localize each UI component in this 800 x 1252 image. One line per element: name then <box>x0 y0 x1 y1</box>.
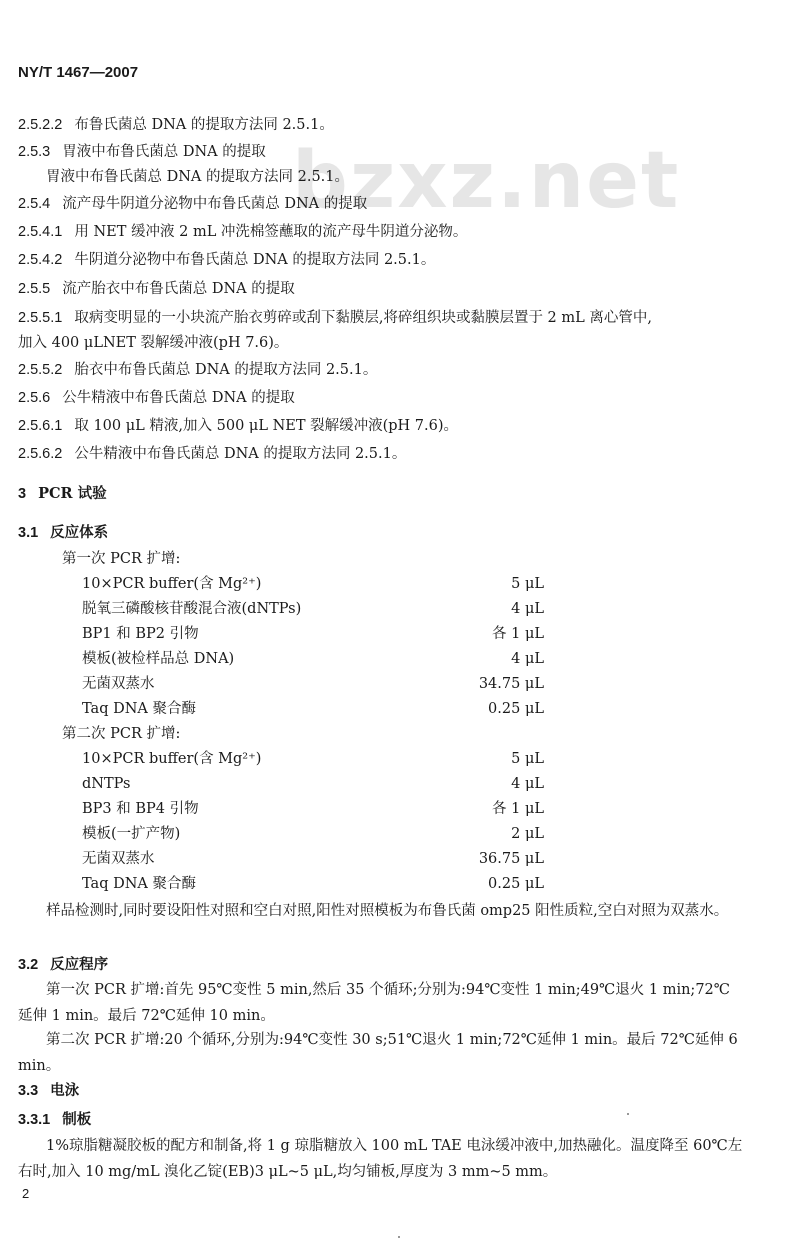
clause-number: 2.5.6.1 <box>18 418 63 434</box>
standard-code-header: NY/T 1467—2007 <box>18 64 139 81</box>
first-pcr-label: 第一次 PCR 扩增: <box>62 551 181 567</box>
sample-note: 样品检测时,同时要设阳性对照和空白对照,阳性对照模板为布鲁氏菌 omp25 阳性质粒,空白对照为双蒸水。 <box>46 903 729 919</box>
reagent-name: 模板(一扩产物) <box>82 826 181 842</box>
reagent-row <box>82 574 544 594</box>
clause-number: 2.5.5 <box>18 281 51 297</box>
program-first-pcr: 第一次 PCR 扩增:首先 95℃变性 5 min,然后 35 个循环;分别为:94℃变性 1 min;49℃退火 1 min;72℃延伸 1 min。最后 72℃延伸 10 min。 <box>18 982 730 1024</box>
reagent-amount: 5 μL <box>511 576 544 592</box>
section-number: 3 <box>18 486 27 502</box>
clause-2-5-5 <box>18 279 760 299</box>
clause-text: 加入 400 μLNET 裂解缓冲液(pH 7.6)。 <box>18 335 289 351</box>
gel-preparation-text: 1%琼脂糖凝胶板的配方和制备,将 1 g 琼脂糖放入 100 mL TAE 电泳缓冲液中,加热融化。温度降至 60℃左右时,加入 10 mg/mL 溴化乙锭(EB)3 μL~5 μL,均匀铺板,厚度为 3 mm~5 mm。 <box>18 1138 743 1180</box>
section-number: 3.3.1 <box>18 1112 51 1128</box>
clause-number: 2.5.5.1 <box>18 310 63 326</box>
reagent-name: Taq DNA 聚合酶 <box>82 876 196 892</box>
reagent-name: 脱氧三磷酸核苷酸混合液(dNTPs) <box>82 601 302 617</box>
section-3-heading <box>18 484 760 504</box>
clause-text: 牛阴道分泌物中布鲁氏菌总 DNA 的提取方法同 2.5.1。 <box>74 252 436 268</box>
reagent-row <box>82 749 544 769</box>
section-3-1-heading <box>18 523 760 543</box>
reagent-row <box>82 824 544 844</box>
clause-text: 布鲁氏菌总 DNA 的提取方法同 2.5.1。 <box>74 117 334 133</box>
clause-2-5-3 <box>18 142 760 162</box>
reagent-amount: 4 μL <box>511 651 544 667</box>
reagent-row <box>82 874 544 894</box>
watermark: bzxz.net <box>292 136 681 226</box>
reagent-amount: 各 1 μL <box>492 626 544 642</box>
clause-2-5-6-2 <box>18 444 760 464</box>
reagent-amount: 36.75 μL <box>478 851 544 867</box>
section-title: 制板 <box>62 1111 92 1128</box>
reagent-amount: 5 μL <box>511 751 544 767</box>
program-second-pcr: 第二次 PCR 扩增:20 个循环,分别为:94℃变性 30 s;51℃退火 1 min;72℃延伸 1 min。最后 72℃延伸 6 min。 <box>18 1032 738 1074</box>
reagent-name: 无菌双蒸水 <box>82 676 155 692</box>
clause-text: 公牛精液中布鲁氏菌总 DNA 的提取方法同 2.5.1。 <box>74 446 407 462</box>
clause-2-5-3-body <box>46 167 760 187</box>
clause-2-5-4 <box>18 194 760 214</box>
reagent-row <box>82 799 544 819</box>
reagent-name: 10×PCR buffer(含 Mg²⁺) <box>82 751 262 767</box>
reagent-name: 无菌双蒸水 <box>82 851 155 867</box>
reagent-name: Taq DNA 聚合酶 <box>82 701 196 717</box>
clause-2-5-4-2 <box>18 250 760 270</box>
clause-text: 胎衣中布鲁氏菌总 DNA 的提取方法同 2.5.1。 <box>74 362 378 378</box>
reagent-row <box>82 849 544 869</box>
section-title: 反应程序 <box>50 956 109 973</box>
reagent-amount: 4 μL <box>511 776 544 792</box>
section-number: 3.2 <box>18 957 39 973</box>
reagent-name: 模板(被检样品总 DNA) <box>82 651 235 667</box>
second-pcr-label: 第二次 PCR 扩增: <box>62 726 181 742</box>
reagent-row <box>82 699 544 719</box>
clause-text: 胃液中布鲁氏菌总 DNA 的提取 <box>62 144 266 160</box>
clause-text: 流产胎衣中布鲁氏菌总 DNA 的提取 <box>62 281 295 297</box>
reagent-name: 10×PCR buffer(含 Mg²⁺) <box>82 576 262 592</box>
clause-text: 流产母牛阴道分泌物中布鲁氏菌总 DNA 的提取 <box>62 196 368 212</box>
clause-2-5-6-1 <box>18 416 760 436</box>
reagent-amount: 34.75 μL <box>478 676 544 692</box>
reagent-amount: 4 μL <box>511 601 544 617</box>
reagent-row <box>82 649 544 669</box>
reagent-name: BP1 和 BP2 引物 <box>82 626 199 642</box>
reagent-name: BP3 和 BP4 引物 <box>82 801 199 817</box>
clause-text: 取 100 μL 精液,加入 500 μL NET 裂解缓冲液(pH 7.6)。 <box>74 418 459 434</box>
section-title: 电泳 <box>50 1082 80 1099</box>
reagent-amount: 0.25 μL <box>488 701 544 717</box>
clause-number: 2.5.5.2 <box>18 362 63 378</box>
clause-text: 胃液中布鲁氏菌总 DNA 的提取方法同 2.5.1。 <box>46 169 350 185</box>
section-3-2-heading <box>18 955 760 975</box>
scan-speck <box>398 1236 400 1238</box>
section-number: 3.3 <box>18 1083 39 1099</box>
reagent-row <box>82 774 544 794</box>
section-3-3-1-heading <box>18 1110 760 1130</box>
reagent-amount: 2 μL <box>511 826 544 842</box>
page-number: 2 <box>22 1186 30 1201</box>
clause-number: 2.5.6.2 <box>18 446 63 462</box>
clause-number: 2.5.4 <box>18 196 51 212</box>
clause-number: 2.5.4.1 <box>18 224 63 240</box>
clause-2-5-5-2 <box>18 360 760 380</box>
clause-number: 2.5.2.2 <box>18 117 63 133</box>
reagent-name: dNTPs <box>82 776 131 792</box>
clause-2-5-6 <box>18 388 760 408</box>
reagent-amount: 0.25 μL <box>488 876 544 892</box>
clause-2-5-5-1 <box>18 308 760 328</box>
clause-number: 2.5.3 <box>18 144 51 160</box>
section-title: 反应体系 <box>50 524 109 541</box>
reagent-row <box>82 624 544 644</box>
clause-text: 取病变明显的一小块流产胎衣剪碎或刮下黏膜层,将碎组织块或黏膜层置于 2 mL 离心管中, <box>74 310 652 326</box>
section-3-3-heading <box>18 1081 760 1101</box>
section-title: PCR 试验 <box>38 485 107 502</box>
reagent-row <box>82 674 544 694</box>
clause-number: 2.5.4.2 <box>18 252 63 268</box>
reagent-amount: 各 1 μL <box>492 801 544 817</box>
clause-2-5-4-1 <box>18 222 760 242</box>
clause-text: 用 NET 缓冲液 2 mL 冲洗棉签蘸取的流产母牛阴道分泌物。 <box>74 224 468 240</box>
section-number: 3.1 <box>18 525 39 541</box>
clause-2-5-5-1-cont <box>18 333 760 353</box>
clause-text: 公牛精液中布鲁氏菌总 DNA 的提取 <box>62 390 295 406</box>
clause-2-5-2-2 <box>18 115 760 135</box>
reagent-row <box>82 599 544 619</box>
clause-number: 2.5.6 <box>18 390 51 406</box>
